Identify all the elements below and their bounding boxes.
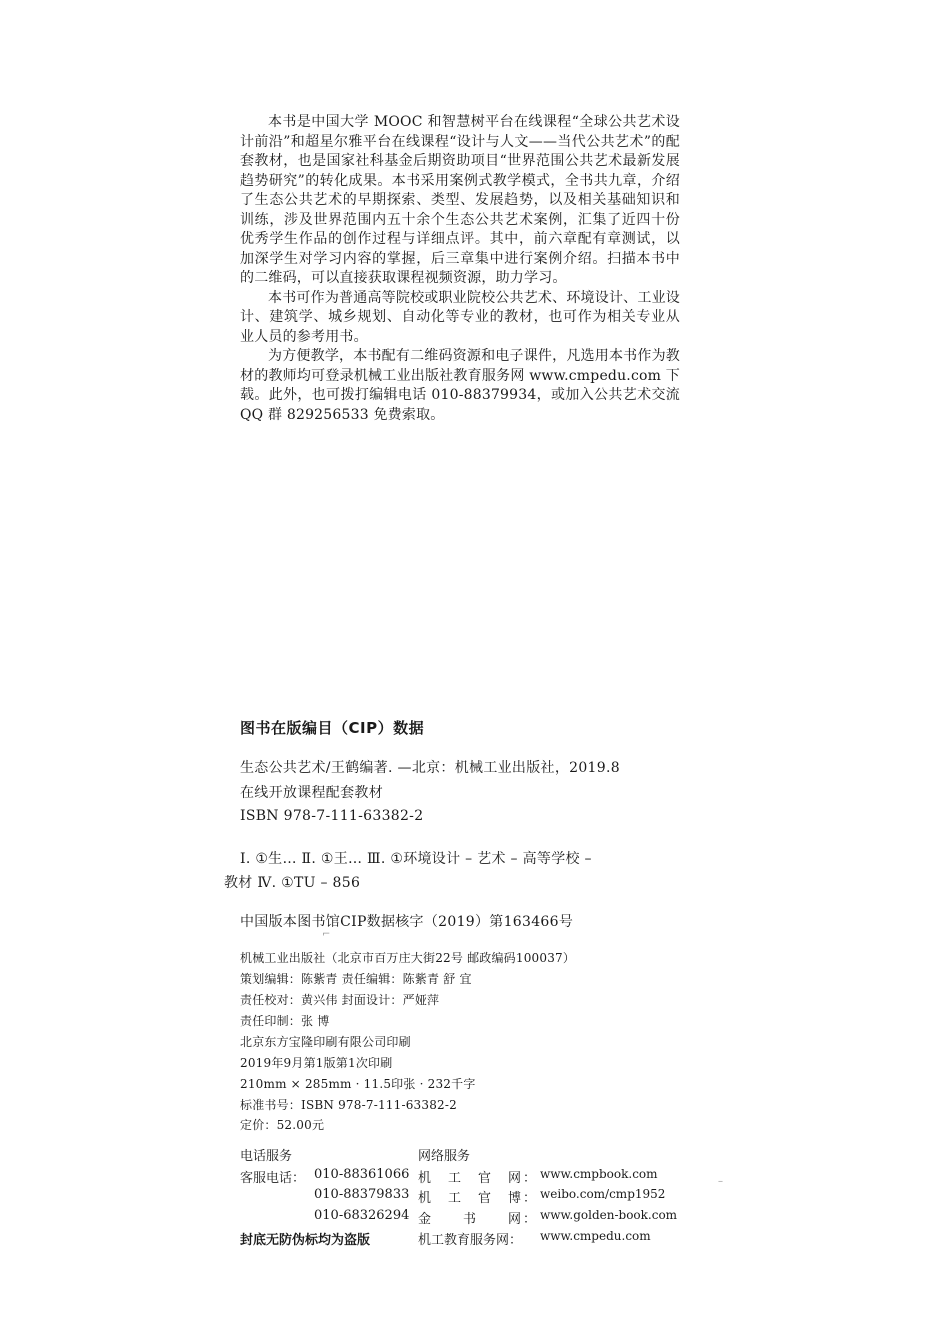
- book-introduction: [240, 113, 680, 425]
- format-info: 210mm × 285mm · 11.5印张 · 232千字: [240, 1077, 476, 1091]
- service-url: www.golden-book.com: [540, 1208, 678, 1222]
- edition-info: 2019年9月第1版第1次印刷: [240, 1056, 393, 1070]
- net-service-header: 网络服务: [418, 1149, 471, 1164]
- service-site-name: 金 书 网：: [418, 1212, 539, 1227]
- edu-service-name: 机工教育服务网：: [418, 1233, 523, 1248]
- anti-counterfeit-notice: 封底无防伪标均为盗版: [240, 1233, 371, 1248]
- scan-mark-icon: –: [718, 1176, 723, 1187]
- publisher-address: 机械工业出版社（北京市百万庄大街22号 邮政编码100037）: [240, 951, 576, 965]
- intro-paragraph: 本书可作为普通高等院校或职业院校公共艺术、环境设计、工业设计、建筑学、城乡规划、自动化等专业的教材，也可作为相关专业从业人员的参考用书。: [240, 289, 680, 345]
- editors: 策划编辑：陈紫青 责任编辑：陈紫青 舒 宜: [240, 972, 472, 986]
- standard-book-number: 标准书号：ISBN 978-7-111-63382-2: [240, 1098, 457, 1112]
- service-url: weibo.com/cmp1952: [540, 1187, 666, 1201]
- price: 定价：52.00元: [240, 1118, 325, 1132]
- service-phone: 010-88379833: [314, 1187, 410, 1202]
- service-phone: 010-88361066: [314, 1167, 410, 1182]
- cip-classification-line-1: Ⅰ. ①生… Ⅱ. ①王… Ⅲ. ①环境设计 – 艺术 – 高等学校 –: [240, 851, 592, 867]
- cip-isbn: ISBN 978-7-111-63382-2: [240, 808, 424, 824]
- phone-service-header: 电话服务: [240, 1149, 293, 1164]
- service-label: 客服电话：: [240, 1171, 306, 1186]
- cip-number: 中国版本图书馆CIP数据核字（2019）第163466号: [240, 914, 574, 930]
- service-site-name: 机 工 官 网：: [418, 1171, 539, 1186]
- scan-mark-icon: ⌐: [322, 929, 331, 940]
- service-url: www.cmpbook.com: [540, 1167, 658, 1181]
- intro-paragraph: 为方便教学，本书配有二维码资源和电子课件，凡选用本书作为教材的教师均可登录机械工业出版社教育服务网 www.cmpedu.com 下载。此外，也可拨打编辑电话 010-88379934，或加入公共艺术交流 QQ 群 829256533 免费索取。: [240, 348, 680, 423]
- cip-series: 在线开放课程配套教材: [240, 785, 383, 801]
- edu-service-url: www.cmpedu.com: [540, 1229, 651, 1243]
- service-phone: 010-68326294: [314, 1208, 410, 1223]
- cip-title: 图书在版编目（CIP）数据: [240, 719, 425, 737]
- cip-entry: 生态公共艺术/王鹤编著. —北京：机械工业出版社，2019.8: [240, 760, 620, 776]
- intro-paragraph: 本书是中国大学 MOOC 和智慧树平台在线课程“全球公共艺术设计前沿”和超星尔雅平台在线课程“设计与人文——当代公共艺术”的配套教材，也是国家社科基金后期资助项目“世界范围公共艺术最新发展趋势研究”的转化成果。本书采用案例式教学模式，全书共九章，介绍了生态公共艺术的早期探索、类型、发展趋势，以及相关基础知识和训练，涉及世界范围内五十余个生态公共艺术案例，汇集了近四十份优秀学生作品的创作过程与详细点评。其中，前六章配有章测试，以加深学生对学习内容的掌握，后三章集中进行案例介绍。扫描本书中的二维码，可以直接获取课程视频资源，助力学习。: [240, 114, 680, 286]
- service-site-name: 机 工 官 博：: [418, 1191, 539, 1206]
- proofreader-designer: 责任校对：黄兴伟 封面设计：严娅萍: [240, 993, 440, 1007]
- printer: 北京东方宝隆印刷有限公司印刷: [240, 1035, 411, 1049]
- print-supervisor: 责任印制：张 博: [240, 1014, 330, 1028]
- cip-classification-line-2: 教材 Ⅳ. ①TU – 856: [224, 875, 361, 891]
